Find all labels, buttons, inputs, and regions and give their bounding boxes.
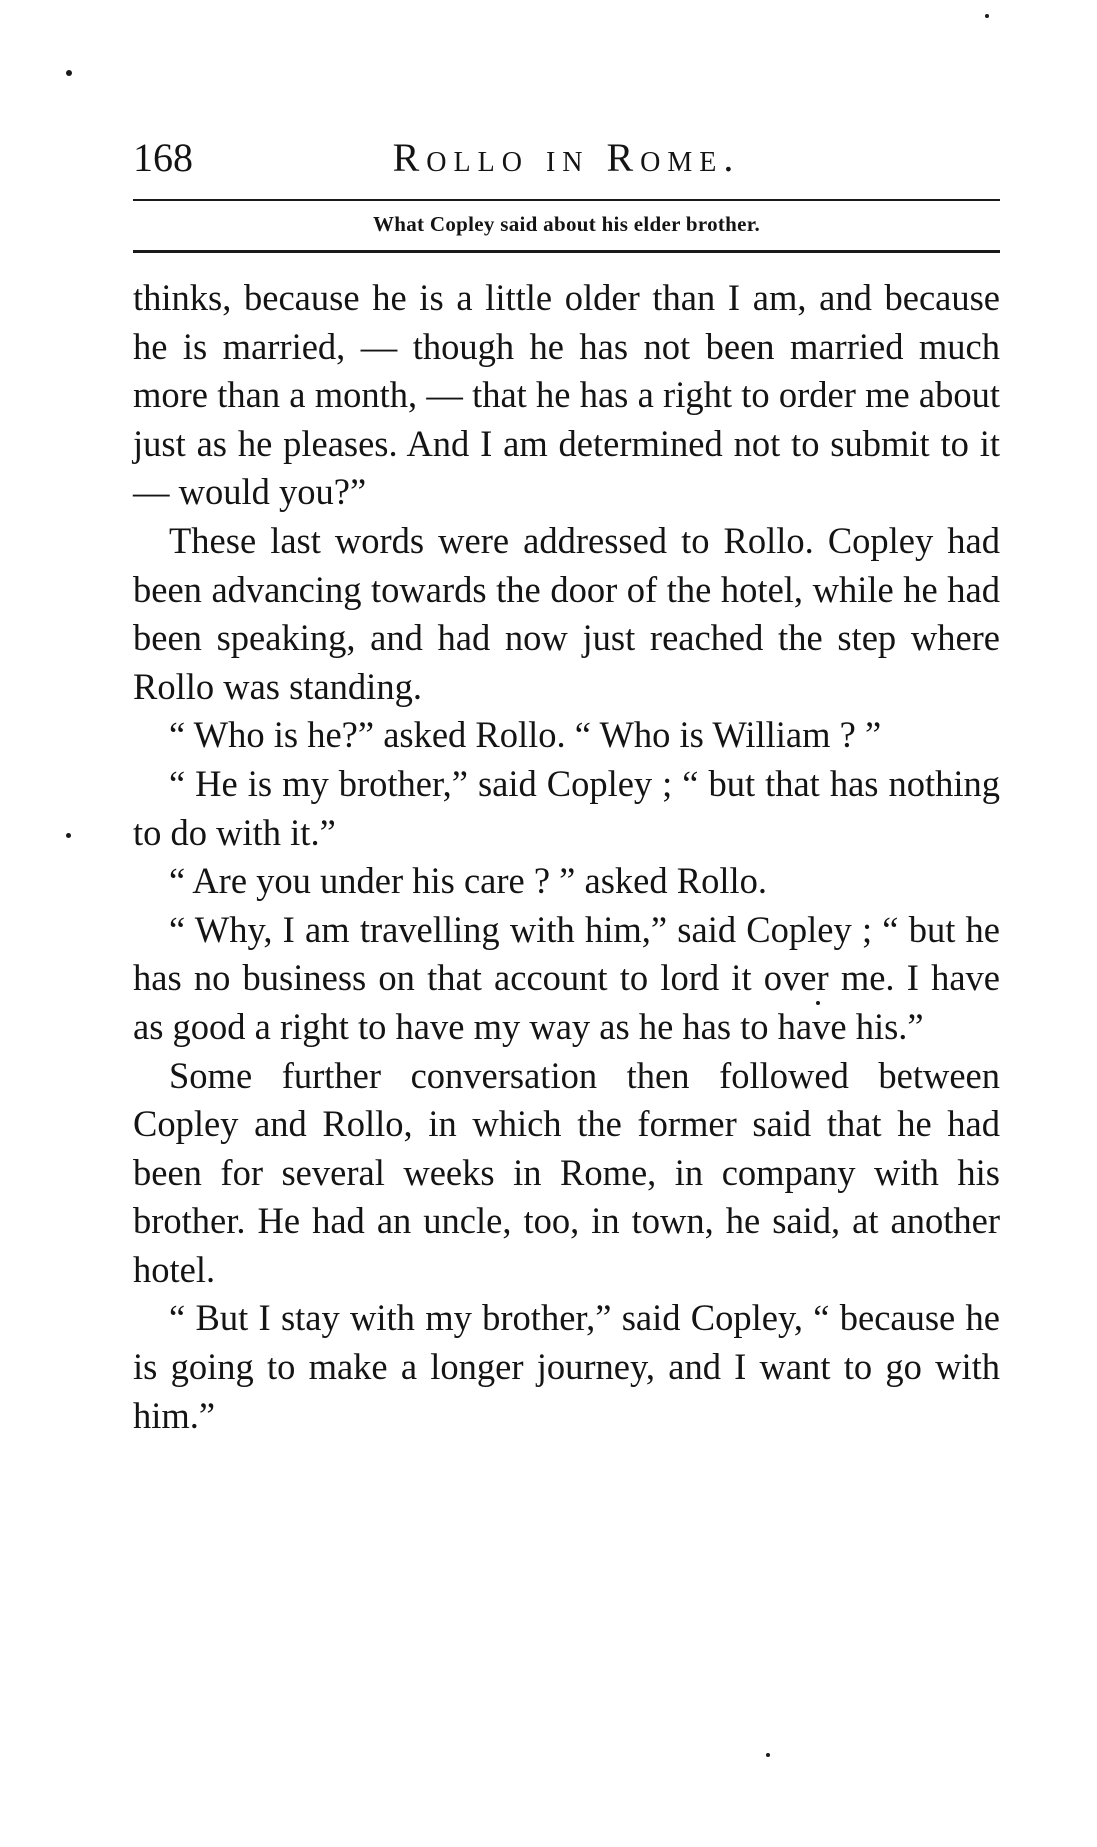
paragraph: Some further conversation then followed between Copley and Rollo, in which the former said that he had been for several weeks in Rome, in company with his brother. He had an uncle, too, in town, he said, at another hotel. — [133, 1054, 1000, 1290]
page-number: 168 — [133, 135, 193, 180]
paragraph: “ He is my brother,” said Copley ; “ but that has nothing to do with it.” — [133, 762, 1000, 853]
print-speck — [985, 14, 989, 18]
print-speck — [66, 833, 71, 838]
print-speck — [66, 70, 72, 76]
paragraph: thinks, because he is a little older than I am, and because he is married, — though he has not been married much more than a month, — that he has a right to order me about just as he pleases. And I am determined not to submit to it — would you?” — [133, 277, 1000, 513]
header-rule-bottom — [133, 250, 1000, 253]
paragraph: These last words were addressed to Rollo. Copley had been advancing towards the door of the hotel, while he had been speaking, and had now just reached the step where Rollo was standing. — [133, 519, 1000, 707]
header-rule-top — [133, 199, 1000, 201]
section-subheading: What Copley said about his elder brother. — [372, 212, 761, 236]
page-header — [133, 132, 1000, 184]
paragraph: “ Why, I am travelling with him,” said Copley ; “ but he has no business on that account to lord it over me. I have as good a right to have my way as he has to have his.” — [133, 908, 1000, 1047]
print-speck — [766, 1753, 770, 1757]
body-text — [133, 274, 1000, 1440]
paragraph: “ But I stay with my brother,” said Copley, “ because he is going to make a longer journey, and I want to go with him.” — [133, 1297, 1000, 1436]
paragraph: “ Who is he?” asked Rollo. “ Who is William ? ” — [169, 714, 882, 756]
paragraph: “ Are you under his care ? ” asked Rollo. — [169, 860, 767, 902]
running-title: Rollo in Rome. — [392, 135, 741, 180]
